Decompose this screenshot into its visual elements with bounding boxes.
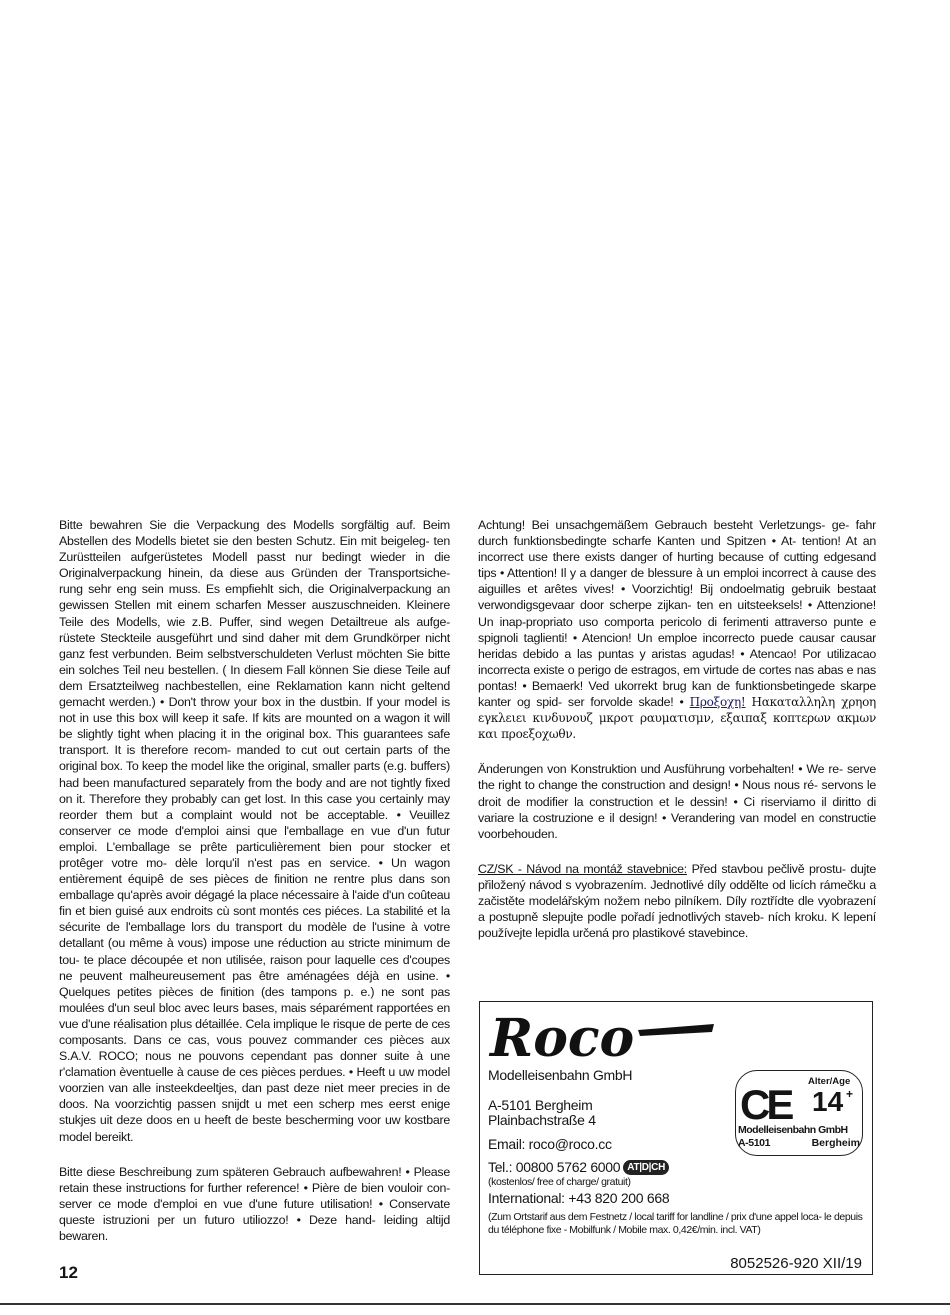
company-name: Modelleisenbahn GmbH — [488, 1067, 633, 1083]
changes-paragraph: Änderungen von Konstruktion und Ausführung vorbehalten! • We re- serve the right to change the construction and design! • Nous nous ré- servons le droit de modifier la construction et le dessin! • Ci riserviamo il diritto di variare la costruzione e il design! • Verandering van model en constructie voorbehouden. — [478, 762, 876, 841]
contact-box — [479, 1001, 873, 1275]
packaging-paragraph: Bitte bewahren Sie die Verpackung des Modells sorgfältig auf. Beim Abstellen des Modells bietet sie den besten Schutz. Ein mit beigeleg- ten Zurüstteilen aufgerüstetes Modell passt nur bedingt wieder in die Originalverpackung hinein, da diese aus Gründen der Transportsiche- rung sehr eng sein muss. Es empfiehlt sich, die Originalverpackung an gewissen Stellen mit einem scharfen Messer auszuschneiden. Kleinere Teile des Modells, wie z.B. Puffer, sind wegen Detailtreue als aufge- rüstete Steckteile ausgeführt und sind daher mit dem Grundkörper nicht ganz fest verbunden. Beim selbstverschuldeten Verlust möchten Sie bitte ein solches Teil neu bestellen. ( In diesem Fall können Sie diese Teile auf dem Ersatzteilweg nachbestellen, eine Reklamation kann nicht geltend gemacht werden.) • Don't throw your box in the dustbin. If your model is not in use this box will keep it safe. If kits are mounted on a wagon it will be slightly tight when placing it in the original box. This guarantees safe transport. It is therefore recom- manded to cut out certain parts of the original box. To keep the model like the original, smaller parts (e.g. buffers) had been manufactured separately from the body and are not tightly fixed on it. Therefore they probably can get lost. In this case you certainly may reorder them but a complaint would not be acceptable. • Veuillez conserver ce mode d'emploi ainsi que l'emballage en vue d'un futur emploi. L'emballage se prête particulièrement bien pour stocker et protêger votre mo- dèle lorqu'il n'est pas en service. • Un wagon entièrement équipê de ses pièces de finition ne rentre plus dans son emballage qu'après avoir dégagé la place nécessaire à l'aide d'un coûteau fin et bien guisé aux endroits cù sont montés ces piéces. La stabilité et la sécurite de l'emballage lors du transport du modèle de l'usine à votre detallant (ou même à vous) impose une réduction au stricte minimum de tou- te place découpée et non utilisée, raison pour laquelle ces d'coupes ne peuvent malheureusement pas être aménagées déjà en usine. • Quelques petites pièces de finition (des tampons p. e.) ne sont pas moulées d'un seul bloc avec leurs bases, mais séparément rapportées en vue d'une réalisation plus détaillée. Cela implique le risque de perte de ces composants. Dans ce cas, vous pouvez commander ces pièces aux S.A.V. ROCO; nous ne pouvons cependant pas donner suite à une r'clamation èventuelle à cause de ces pièces perdues. • Heeft u uw model voorzien van alle insteekdeeltjes, dan past deze niet meer precies in de doos. Na voorzichtig passen snijdt u met een scherp mes eerst enige stukjes uit deze doos en u heeft de beste bescherming voor uw kostbare model bereikt. — [59, 518, 450, 1144]
warning-paragraph — [478, 517, 876, 742]
cz-heading: CZ/SK - Návod na montáž stavebnice: — [478, 861, 687, 876]
cz-paragraph — [478, 861, 876, 941]
international-phone[interactable]: International: +43 820 200 668 — [488, 1190, 670, 1206]
ce-postcode: A-5101 — [738, 1137, 771, 1149]
logo-text: Roco — [490, 1010, 635, 1066]
article-number: 8052526-920 XII/19 — [730, 1255, 862, 1272]
street-address: Plainbachstraße 4 — [488, 1112, 596, 1128]
phone-number[interactable]: Tel.: 00800 5762 6000 — [488, 1159, 621, 1175]
retain-instructions-paragraph: Bitte diese Beschreibung zum späteren Gebrauch aufbewahren! • Please retain these instructions for further reference! • Pière de bien vouloir con- server ce mode d'emploi en vue d'une future utilisation! • Conservate queste istruzioni per un futuro utiliozzo! • Deze hand- leiding altijd bewaren. — [59, 1164, 450, 1244]
roco-logo — [488, 1010, 716, 1066]
email-address[interactable]: Email: roco@roco.cc — [488, 1136, 612, 1152]
age-label: Alter/Age — [808, 1076, 851, 1087]
ce-company: Modelleisenbahn GmbH — [738, 1124, 848, 1136]
warning-text: Achtung! Bei unsachgemäßem Gebrauch besteht Verletzungs- ge- fahr durch funktionsbedingte scharfe Kanten und Spitzen • At- tention! At an incorrect use there exists danger of hurting because of cutting edgesand tips • Attention! Il y a danger de blessure à un emploi incorrect à cause des aiguilles et arêtes vives! • Voorzichtig! Bij ondoelmatig gebruik bestaat verwondigsgevaar door scherpe zijkan- ten en uitsteeksels! • Attenzione! Un inap-propriato uso comporta pericolo di ferimenti attraverso punte e spignoli taglienti! • Atencion! Un emploe incorrecto puede causar causar heridas debido a las puntas y aristas agudas! • Atencao! Por utilizacao incorrecta existe o perigo de estragos, em virtude de cortes nas abas e nas pontas! • Bemaerk! Ved ukorrekt brug kan de funktionsbetingede skarpe kanter og spid- ser forvolde skade! • — [478, 518, 876, 710]
page-number: 12 — [59, 1263, 78, 1282]
instructions-left-column — [59, 517, 450, 1263]
greek-warning-heading: Προξοχη! — [689, 695, 746, 710]
age-value: 14 — [812, 1086, 844, 1117]
phone-line — [488, 1160, 669, 1175]
ce-age-label — [735, 1070, 863, 1156]
ce-city: Bergheim — [811, 1137, 860, 1149]
instructions-right-column — [478, 517, 876, 960]
footer-rule — [0, 1303, 950, 1305]
postal-city: A-5101 Bergheim — [488, 1097, 593, 1113]
phone-note: (kostenlos/ free of charge/ gratuit) — [488, 1176, 631, 1188]
greek-warning-text: Ηακαταλληλη χρηοη εγκλειει κινδυνουζ μκροτ ραυματισμν, εξαιπαξ κοπτερων ακμων και προεξοχωθν. — [478, 695, 876, 742]
country-badge: AT|D|CH — [623, 1160, 669, 1175]
ce-mark-icon: CE — [740, 1081, 791, 1128]
cz-text: Před stavbou pečlivě prostu- dujte přiložený návod s vyobrazením. Jednotlivé díly oddělte od licích rámečku a začistěte modelářským nožem nebo pilníkem. Díly roztřídte dle vyobrazení a postupně slepujte podle pořadí jednotlivých staveb- ních kroku. K lepení používejte lepidla určená pro plastikové stavebince. — [478, 861, 876, 941]
tariff-note: (Zum Ortstarif aus dem Festnetz / local tariff for landline / prix d'une appel loca- le depuis du téléphone fixe - Mobilfunk / Mobile max. 0,42€/min. incl. VAT) — [488, 1211, 863, 1236]
age-plus: + — [846, 1087, 854, 1101]
